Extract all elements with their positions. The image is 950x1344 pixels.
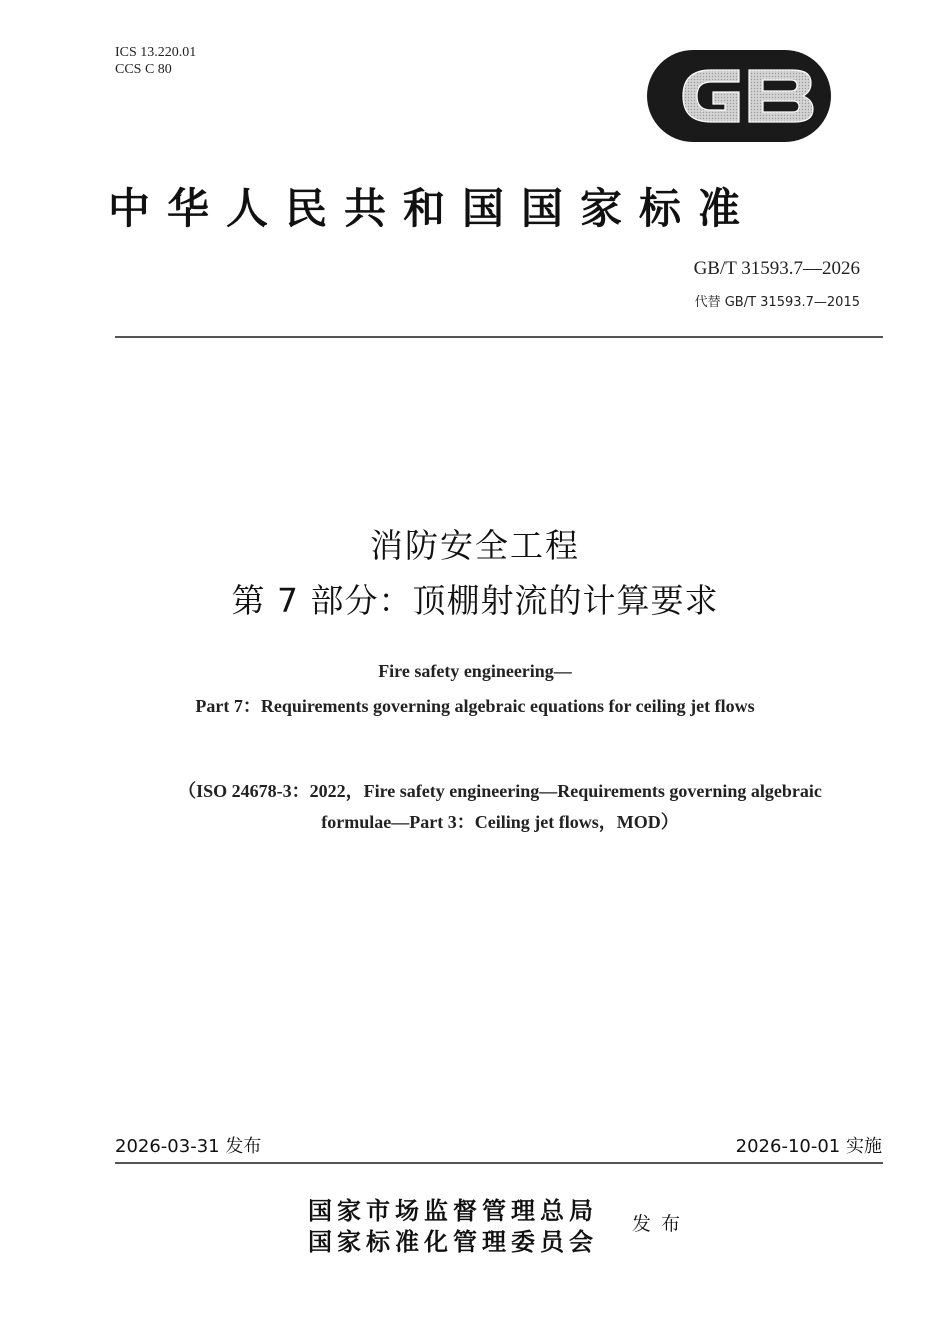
header-divider: [115, 336, 883, 338]
ics-code: ICS 13.220.01: [115, 45, 197, 60]
issuer-line-1: 国家市场监督管理总局: [308, 1196, 598, 1225]
issuer-line-2: 国家标准化管理委员会: [308, 1227, 598, 1256]
classification-codes: [115, 44, 196, 78]
chinese-title-line-1: 消防安全工程: [370, 526, 580, 565]
issue-date: 2026-03-31 发布: [115, 1136, 262, 1157]
english-title-line-2: Part 7：Requirements governing algebraic equations for ceiling jet flows: [195, 696, 755, 716]
standard-category-title: 中华人民共和国国家标准: [108, 184, 758, 233]
gb-logo-icon: [645, 48, 833, 144]
replaced-standard: 代替 GB/T 31593.7—2015: [694, 295, 860, 310]
standard-number: GB/T 31593.7—2026: [693, 258, 860, 279]
iso-reference-line-1: （ISO 24678-3：2022，Fire safety engineering—Requirements governing algebraic: [178, 781, 822, 801]
ccs-code: CCS C 80: [115, 62, 172, 77]
chinese-title-line-2: 第 7 部分：顶棚射流的计算要求: [231, 581, 719, 620]
english-title-line-1: Fire safety engineering—: [378, 661, 572, 681]
publish-label: 发布: [632, 1213, 691, 1235]
footer-divider: [115, 1162, 883, 1164]
iso-reference-line-2: formulae—Part 3：Ceiling jet flows，MOD）: [321, 812, 679, 832]
implementation-date: 2026-10-01 实施: [735, 1136, 882, 1157]
